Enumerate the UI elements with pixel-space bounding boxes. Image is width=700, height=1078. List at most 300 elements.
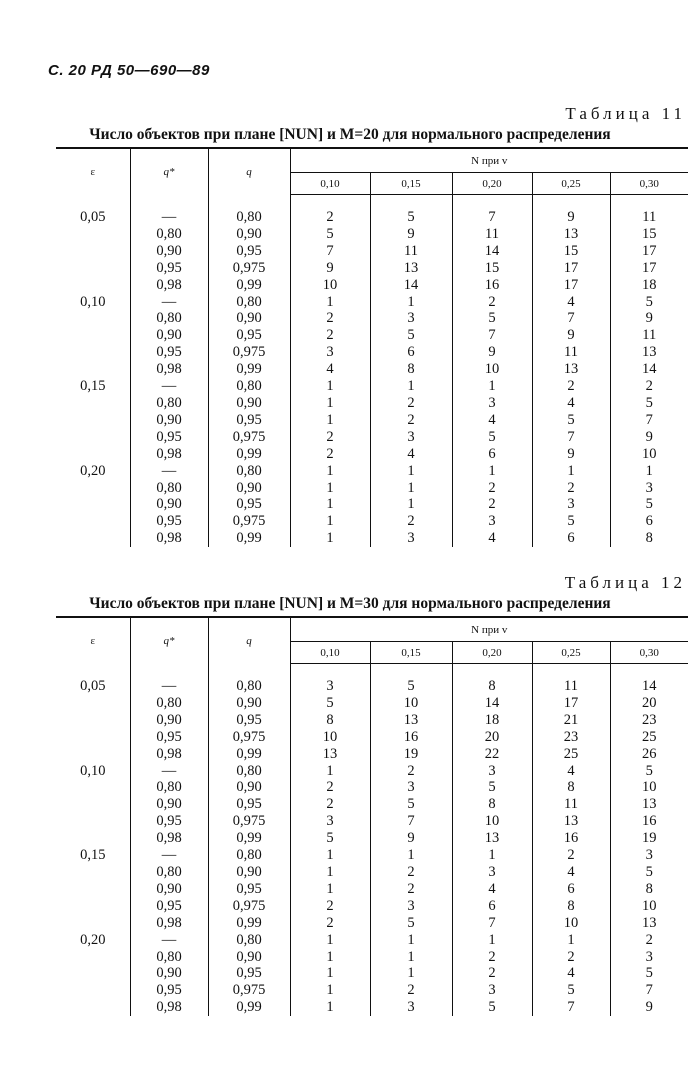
qstar-value: —: [130, 294, 208, 311]
n-value: 1: [370, 378, 452, 395]
qstar-value: 0,90: [130, 712, 208, 729]
n-value: 4: [452, 412, 532, 429]
n-value: 13: [610, 796, 688, 813]
n-value: 2: [370, 395, 452, 412]
n-value: 13: [610, 344, 688, 361]
n-value: 14: [452, 243, 532, 260]
n-value: 1: [370, 294, 452, 311]
n-value: 3: [610, 480, 688, 497]
header-q: q: [208, 148, 290, 195]
n-value: 10: [610, 446, 688, 463]
n-value: 5: [532, 412, 610, 429]
n-value: 3: [370, 310, 452, 327]
n-value: 2: [532, 480, 610, 497]
n-value: 7: [452, 209, 532, 226]
n-value: 9: [452, 344, 532, 361]
n-value: 8: [610, 881, 688, 898]
q-value: 0,80: [208, 378, 290, 395]
n-value: 2: [290, 915, 370, 932]
n-value: 1: [290, 864, 370, 881]
n-value: 1: [370, 463, 452, 480]
n-value: 5: [610, 965, 688, 982]
n-value: 4: [532, 294, 610, 311]
table-12: [56, 616, 688, 1016]
n-value: 1: [370, 932, 452, 949]
table-row: [56, 695, 688, 712]
n-value: 14: [610, 678, 688, 695]
n-value: 5: [370, 209, 452, 226]
q-value: 0,90: [208, 395, 290, 412]
n-value: 2: [610, 378, 688, 395]
n-value: 25: [610, 729, 688, 746]
n-value: 1: [532, 932, 610, 949]
q-value: 0,80: [208, 678, 290, 695]
n-value: 13: [452, 830, 532, 847]
n-value: 2: [290, 310, 370, 327]
n-value: 2: [370, 763, 452, 780]
q-value: 0,99: [208, 830, 290, 847]
n-value: 2: [370, 513, 452, 530]
n-value: 1: [290, 463, 370, 480]
n-value: 4: [532, 965, 610, 982]
q-value: 0,90: [208, 310, 290, 327]
n-value: 8: [452, 796, 532, 813]
qstar-value: 0,90: [130, 327, 208, 344]
n-value: 8: [532, 898, 610, 915]
qstar-value: 0,80: [130, 695, 208, 712]
n-value: 2: [532, 847, 610, 864]
qstar-value: 0,90: [130, 965, 208, 982]
eps-value: 0,20: [80, 931, 106, 948]
n-value: 2: [290, 327, 370, 344]
qstar-value: 0,80: [130, 949, 208, 966]
table-row: [56, 513, 688, 530]
eps-value: 0,15: [80, 847, 106, 864]
n-value: 2: [532, 949, 610, 966]
header-v-value: 0,10: [290, 173, 370, 195]
n-value: 3: [370, 429, 452, 446]
qstar-value: 0,98: [130, 361, 208, 378]
n-value: 11: [532, 678, 610, 695]
n-value: 1: [290, 496, 370, 513]
n-value: 18: [610, 277, 688, 294]
n-value: 15: [452, 260, 532, 277]
n-value: 17: [532, 260, 610, 277]
q-value: 0,80: [208, 763, 290, 780]
q-value: 0,90: [208, 949, 290, 966]
n-value: 3: [532, 496, 610, 513]
n-value: 14: [370, 277, 452, 294]
n-value: 5: [532, 982, 610, 999]
n-value: 2: [452, 294, 532, 311]
header-qstar: q*: [130, 148, 208, 195]
table-row: [56, 763, 688, 780]
qstar-value: —: [130, 847, 208, 864]
qstar-value: —: [130, 678, 208, 695]
page-header: С. 20 РД 50—690—89: [48, 62, 210, 79]
qstar-value: 0,95: [130, 344, 208, 361]
qstar-value: 0,98: [130, 915, 208, 932]
n-value: 16: [370, 729, 452, 746]
n-value: 16: [532, 830, 610, 847]
q-value: 0,99: [208, 746, 290, 763]
table-row: [56, 847, 688, 864]
qstar-value: —: [130, 209, 208, 226]
n-value: 3: [452, 982, 532, 999]
n-value: 1: [290, 763, 370, 780]
n-value: 5: [290, 830, 370, 847]
n-value: 1: [452, 378, 532, 395]
n-value: 3: [290, 344, 370, 361]
qstar-value: 0,80: [130, 310, 208, 327]
q-value: 0,975: [208, 260, 290, 277]
n-value: 8: [452, 678, 532, 695]
q-value: 0,80: [208, 209, 290, 226]
qstar-value: 0,95: [130, 813, 208, 830]
n-value: 14: [452, 695, 532, 712]
table-row: [56, 243, 688, 260]
q-value: 0,99: [208, 277, 290, 294]
header-v-value: 0,15: [370, 173, 452, 195]
n-value: 1: [290, 412, 370, 429]
n-value: 3: [610, 949, 688, 966]
n-value: 15: [532, 243, 610, 260]
n-value: 1: [290, 530, 370, 547]
n-value: 1: [290, 480, 370, 497]
n-value: 16: [452, 277, 532, 294]
n-value: 5: [610, 763, 688, 780]
header-v-value: 0,25: [532, 642, 610, 664]
qstar-value: —: [130, 378, 208, 395]
n-value: 1: [610, 463, 688, 480]
qstar-value: 0,90: [130, 881, 208, 898]
n-value: 23: [532, 729, 610, 746]
n-value: 26: [610, 746, 688, 763]
header-v-value: 0,20: [452, 173, 532, 195]
n-value: 6: [452, 898, 532, 915]
n-value: 6: [532, 881, 610, 898]
n-value: 4: [452, 530, 532, 547]
table-11-title: Число объектов при плане [NUN] и M=20 для нормального распределения: [89, 126, 611, 143]
table-row: [56, 480, 688, 497]
n-value: 17: [532, 695, 610, 712]
n-value: 5: [370, 678, 452, 695]
q-value: 0,99: [208, 446, 290, 463]
q-value: 0,95: [208, 327, 290, 344]
qstar-value: 0,90: [130, 243, 208, 260]
n-value: 8: [290, 712, 370, 729]
n-value: 4: [532, 864, 610, 881]
table-row: [56, 746, 688, 763]
n-value: 5: [610, 294, 688, 311]
eps-value: 0,15: [80, 378, 106, 395]
q-value: 0,95: [208, 243, 290, 260]
n-value: 16: [610, 813, 688, 830]
eps-value: 0,10: [80, 293, 106, 310]
q-value: 0,90: [208, 779, 290, 796]
table-row: [56, 915, 688, 932]
n-value: 13: [290, 746, 370, 763]
n-value: 20: [452, 729, 532, 746]
table-row: [56, 496, 688, 513]
qstar-value: —: [130, 763, 208, 780]
n-value: 6: [452, 446, 532, 463]
header-n-group: N при v: [290, 148, 688, 173]
table-row: [56, 378, 688, 395]
n-value: 7: [452, 915, 532, 932]
qstar-value: —: [130, 463, 208, 480]
q-value: 0,90: [208, 864, 290, 881]
eps-value: 0,10: [80, 762, 106, 779]
n-value: 3: [370, 999, 452, 1016]
n-value: 13: [532, 226, 610, 243]
n-value: 1: [452, 463, 532, 480]
header-v-value: 0,30: [610, 642, 688, 664]
qstar-value: 0,98: [130, 530, 208, 547]
n-value: 17: [532, 277, 610, 294]
table-row: [56, 864, 688, 881]
n-value: 8: [610, 530, 688, 547]
table-row: [56, 949, 688, 966]
table-row: [56, 226, 688, 243]
n-value: 2: [290, 779, 370, 796]
n-value: 1: [290, 999, 370, 1016]
qstar-value: 0,80: [130, 864, 208, 881]
q-value: 0,90: [208, 480, 290, 497]
table-row: [56, 530, 688, 547]
header-v-value: 0,25: [532, 173, 610, 195]
n-value: 4: [290, 361, 370, 378]
n-value: 2: [290, 796, 370, 813]
n-value: 8: [532, 779, 610, 796]
n-value: 13: [370, 260, 452, 277]
n-value: 2: [452, 965, 532, 982]
n-value: 1: [290, 395, 370, 412]
header-v-value: 0,10: [290, 642, 370, 664]
table-12-title: Число объектов при плане [NUN] и M=30 для нормального распределения: [89, 595, 611, 612]
n-value: 11: [532, 796, 610, 813]
qstar-value: 0,95: [130, 429, 208, 446]
n-value: 7: [610, 412, 688, 429]
n-value: 1: [290, 982, 370, 999]
n-value: 7: [532, 310, 610, 327]
q-value: 0,80: [208, 294, 290, 311]
n-value: 5: [452, 999, 532, 1016]
n-value: 2: [370, 881, 452, 898]
n-value: 6: [610, 513, 688, 530]
n-value: 2: [290, 446, 370, 463]
qstar-value: 0,98: [130, 446, 208, 463]
qstar-value: 0,95: [130, 729, 208, 746]
table-row: [56, 277, 688, 294]
header-q: q: [208, 617, 290, 664]
n-value: 10: [610, 898, 688, 915]
n-value: 2: [290, 209, 370, 226]
table-row: [56, 830, 688, 847]
n-value: 9: [532, 327, 610, 344]
n-value: 18: [452, 712, 532, 729]
table-row: [56, 344, 688, 361]
header-v-value: 0,20: [452, 642, 532, 664]
eps-value: 0,05: [80, 678, 106, 694]
n-value: 20: [610, 695, 688, 712]
table-row: [56, 260, 688, 277]
n-value: 3: [370, 898, 452, 915]
q-value: 0,99: [208, 530, 290, 547]
n-value: 5: [532, 513, 610, 530]
n-value: 1: [452, 847, 532, 864]
n-value: 5: [370, 327, 452, 344]
n-value: 1: [290, 294, 370, 311]
table-row: [56, 446, 688, 463]
table-row: [56, 429, 688, 446]
header-eps: ε: [56, 148, 130, 195]
n-value: 1: [290, 847, 370, 864]
n-value: 8: [370, 361, 452, 378]
q-value: 0,99: [208, 915, 290, 932]
n-value: 9: [370, 226, 452, 243]
n-value: 3: [290, 678, 370, 695]
n-value: 23: [610, 712, 688, 729]
header-n-group: N при v: [290, 617, 688, 642]
n-value: 19: [370, 746, 452, 763]
header-v-value: 0,30: [610, 173, 688, 195]
n-value: 9: [370, 830, 452, 847]
table-row: [56, 310, 688, 327]
n-value: 3: [370, 779, 452, 796]
q-value: 0,975: [208, 898, 290, 915]
q-value: 0,975: [208, 513, 290, 530]
qstar-value: 0,80: [130, 226, 208, 243]
table-row: [56, 712, 688, 729]
header-v-value: 0,15: [370, 642, 452, 664]
n-value: 1: [370, 847, 452, 864]
n-value: 14: [610, 361, 688, 378]
qstar-value: 0,98: [130, 830, 208, 847]
qstar-value: 0,80: [130, 779, 208, 796]
q-value: 0,975: [208, 344, 290, 361]
table-row: [56, 965, 688, 982]
n-value: 3: [452, 763, 532, 780]
n-value: 9: [610, 310, 688, 327]
n-value: 6: [370, 344, 452, 361]
n-value: 4: [532, 763, 610, 780]
n-value: 1: [290, 513, 370, 530]
n-value: 11: [532, 344, 610, 361]
n-value: 1: [290, 949, 370, 966]
n-value: 10: [290, 277, 370, 294]
qstar-value: 0,98: [130, 999, 208, 1016]
qstar-value: 0,98: [130, 277, 208, 294]
table-row: [56, 813, 688, 830]
qstar-value: 0,80: [130, 395, 208, 412]
n-value: 1: [452, 932, 532, 949]
qstar-value: —: [130, 932, 208, 949]
n-value: 1: [370, 965, 452, 982]
n-value: 9: [610, 999, 688, 1016]
table-row: [56, 327, 688, 344]
qstar-value: 0,98: [130, 746, 208, 763]
n-value: 1: [290, 932, 370, 949]
n-value: 5: [370, 915, 452, 932]
n-value: 3: [290, 813, 370, 830]
n-value: 6: [532, 530, 610, 547]
n-value: 7: [290, 243, 370, 260]
n-value: 7: [532, 429, 610, 446]
q-value: 0,80: [208, 932, 290, 949]
n-value: 3: [452, 513, 532, 530]
n-value: 5: [610, 496, 688, 513]
table-11: [56, 147, 688, 547]
n-value: 5: [452, 310, 532, 327]
eps-value: 0,20: [80, 462, 106, 479]
qstar-value: 0,95: [130, 898, 208, 915]
q-value: 0,975: [208, 729, 290, 746]
qstar-value: 0,80: [130, 480, 208, 497]
q-value: 0,90: [208, 695, 290, 712]
q-value: 0,95: [208, 412, 290, 429]
n-value: 4: [532, 395, 610, 412]
table-row: [56, 395, 688, 412]
n-value: 22: [452, 746, 532, 763]
table-row: [56, 294, 688, 311]
n-value: 3: [370, 530, 452, 547]
header-eps: ε: [56, 617, 130, 664]
q-value: 0,975: [208, 813, 290, 830]
n-value: 10: [370, 695, 452, 712]
q-value: 0,975: [208, 982, 290, 999]
n-value: 11: [452, 226, 532, 243]
n-value: 1: [290, 378, 370, 395]
table-row: [56, 209, 688, 226]
qstar-value: 0,90: [130, 412, 208, 429]
n-value: 9: [532, 446, 610, 463]
table-12-label: Таблица 12: [564, 573, 686, 592]
qstar-value: 0,95: [130, 260, 208, 277]
table-11-label: Таблица 11: [565, 104, 686, 123]
n-value: 3: [452, 395, 532, 412]
n-value: 1: [370, 496, 452, 513]
n-value: 11: [610, 209, 688, 226]
table-row: [56, 881, 688, 898]
n-value: 1: [370, 949, 452, 966]
table-row: [56, 729, 688, 746]
n-value: 11: [370, 243, 452, 260]
table-row: [56, 932, 688, 949]
n-value: 2: [370, 412, 452, 429]
n-value: 10: [532, 915, 610, 932]
n-value: 10: [290, 729, 370, 746]
qstar-value: 0,90: [130, 496, 208, 513]
table-row: [56, 361, 688, 378]
n-value: 4: [370, 446, 452, 463]
table-row: [56, 898, 688, 915]
n-value: 2: [370, 982, 452, 999]
n-value: 5: [290, 226, 370, 243]
n-value: 19: [610, 830, 688, 847]
n-value: 5: [610, 395, 688, 412]
n-value: 7: [452, 327, 532, 344]
n-value: 13: [532, 361, 610, 378]
n-value: 21: [532, 712, 610, 729]
table-row: [56, 982, 688, 999]
n-value: 2: [532, 378, 610, 395]
table-row: [56, 779, 688, 796]
n-value: 1: [370, 480, 452, 497]
n-value: 9: [610, 429, 688, 446]
n-value: 13: [610, 915, 688, 932]
table-row: [56, 412, 688, 429]
